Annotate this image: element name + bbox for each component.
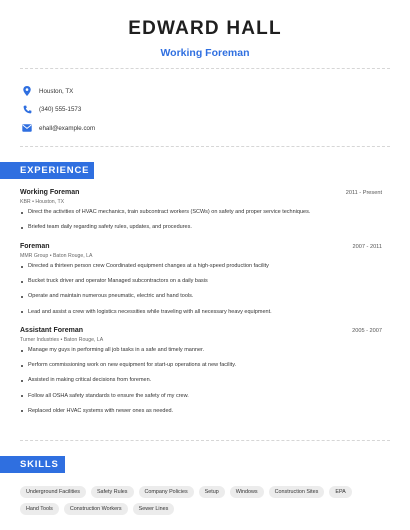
job-dates: 2011 - Present [345, 190, 382, 196]
skill-chip: Safety Rules [91, 486, 134, 498]
header-divider [20, 68, 390, 69]
job-bullets [20, 347, 382, 415]
job-bullet: Replaced older HVAC systems with newer ones as needed. [20, 408, 382, 415]
job-bullet: Directed a thirteen person crew Coordinated equipment changes at a high-speed production facility [20, 263, 382, 270]
job-bullet: Direct the activities of HVAC mechanics, train subcontract workers (SCWs) on safety and proper service techniques. [20, 209, 382, 216]
job-title: Assistant Foreman [20, 327, 84, 334]
phone-text: (340) 555-1573 [39, 106, 82, 113]
job-title: Working Foreman [20, 189, 80, 196]
location-pin-icon [22, 86, 32, 96]
contact-phone [22, 101, 95, 119]
job-bullet: Assisted in making critical decisions from foremen. [20, 377, 382, 384]
experience-divider [20, 440, 390, 441]
candidate-name: EDWARD HALL [128, 18, 282, 39]
skill-chip: Hand Tools [20, 503, 59, 515]
job-bullet: Perform commissioning work on new equipment for start-up operations at new facility. [20, 362, 382, 369]
email-icon [22, 123, 32, 133]
experience-entry [20, 243, 382, 324]
skill-chip: Construction Workers [64, 503, 128, 515]
contact-divider [20, 146, 390, 147]
contact-location [22, 82, 95, 100]
location-text: Houston, TX [39, 87, 74, 95]
contact-email [22, 119, 95, 137]
experience-entry [20, 189, 382, 239]
skill-chip: Construction Sites [269, 486, 325, 498]
job-bullet: Lead and assist a crew with logistics necessities while traveling with all necessary heavy equipment. [20, 309, 382, 316]
job-bullet: Briefed team daily regarding safety rules, updates, and procedures. [20, 224, 382, 231]
experience-heading: EXPERIENCE [0, 162, 94, 179]
skill-chip: EPA [329, 486, 351, 498]
candidate-title: Working Foreman [160, 47, 250, 59]
experience-entry [20, 327, 382, 423]
skill-chip: Company Policies [139, 486, 194, 498]
job-dates: 2007 - 2011 [352, 244, 382, 250]
job-company: KBR • Houston, TX [20, 199, 65, 205]
job-title: Foreman [20, 243, 50, 250]
job-company: Turner Industries • Baton Rouge, LA [20, 337, 104, 343]
job-bullets [20, 263, 382, 316]
job-dates: 2005 - 2007 [352, 328, 382, 334]
skills-list [20, 486, 390, 515]
job-bullet: Manage my guys in performing all job tasks in a safe and timely manner. [20, 347, 382, 354]
job-bullet: Bucket truck driver and operator Managed subcontractors on a daily basis [20, 278, 382, 285]
contact-block [22, 82, 95, 138]
skills-heading: SKILLS [0, 456, 65, 473]
skill-chip: Underground Facilities [20, 486, 86, 498]
resume-header [0, 0, 410, 59]
phone-icon [22, 105, 32, 115]
job-bullet: Operate and maintain numerous pneumatic, electric and hand tools. [20, 293, 382, 300]
job-company: MMR Group • Baton Rouge, LA [20, 253, 93, 259]
skill-chip: Sewer Lines [133, 503, 175, 515]
job-bullet: Follow all OSHA safety standards to ensure the safety of my crew. [20, 393, 382, 400]
email-text[interactable]: ehall@example.com [39, 124, 96, 132]
job-bullets [20, 209, 382, 231]
skill-chip: Setup [199, 486, 225, 498]
skill-chip: Windows [230, 486, 264, 498]
